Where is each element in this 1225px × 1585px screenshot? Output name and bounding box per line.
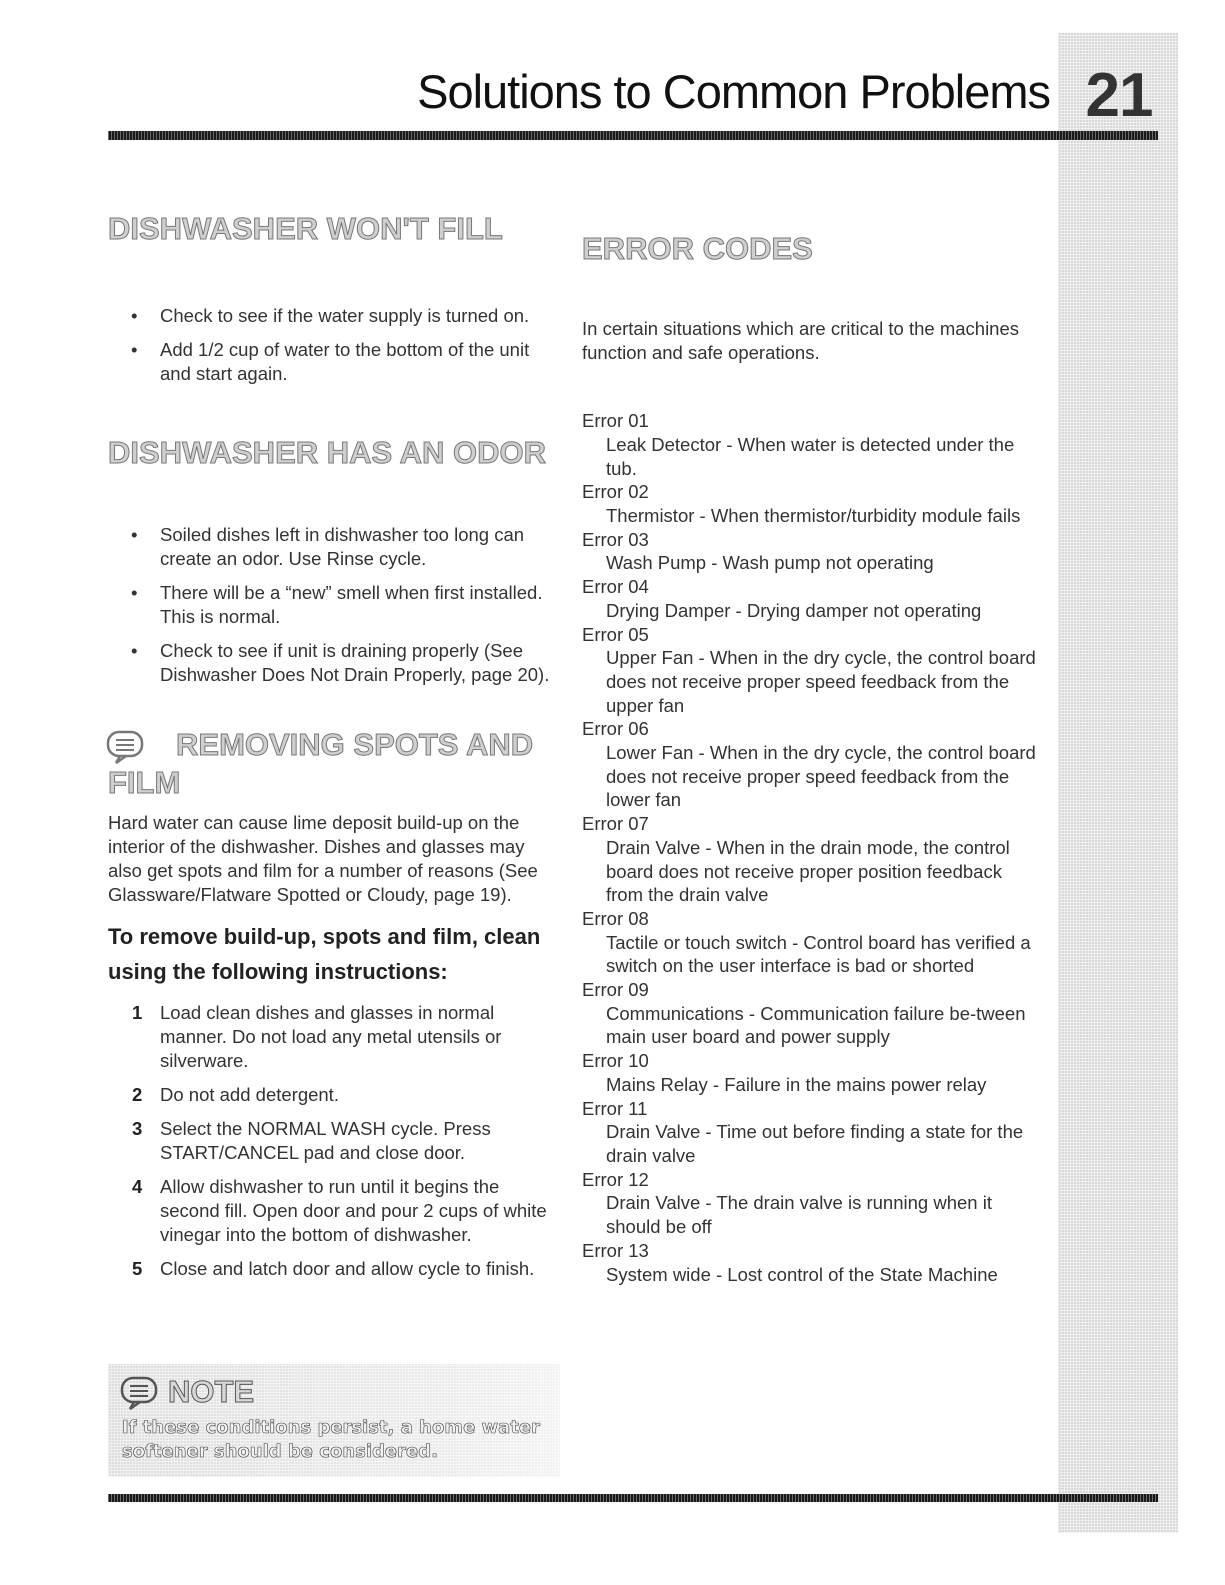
- list-item: • Check to see if unit is draining properly (See Dishwasher Does Not Drain Properly, page 20).: [108, 639, 563, 687]
- step-number: 4: [132, 1176, 143, 1198]
- page-number: 21: [1085, 61, 1153, 130]
- heading-odor: DISHWASHER HAS AN ODOR: [108, 435, 547, 471]
- error-description: Leak Detector - When water is detected under the tub.: [606, 433, 1015, 479]
- steps-list: [108, 1001, 563, 1281]
- error-code: Error 06: [582, 718, 649, 740]
- step-text: Load clean dishes and glasses in normal manner. Do not load any metal utensils or silverware.: [160, 1002, 502, 1072]
- error-code: Error 13: [582, 1239, 649, 1261]
- step-number: 3: [132, 1118, 143, 1140]
- error-description: Wash Pump - Wash pump not operating: [606, 552, 934, 574]
- error-code: Error 04: [582, 576, 649, 598]
- list-item: • Soiled dishes left in dishwasher too long can create an odor. Use Rinse cycle.: [108, 523, 563, 571]
- instructions-heading: To remove build-up, spots and film, clean using the following instructions:: [108, 924, 541, 985]
- error-description: Lower Fan - When in the dry cycle, the control board does not receive proper speed feedback from the lower fan: [606, 742, 1036, 811]
- list-item: [582, 409, 1042, 480]
- top-rule: [108, 131, 1158, 140]
- error-description: Drying Damper - Drying damper not operating: [606, 599, 982, 621]
- spots-heading-block: [108, 727, 563, 807]
- error-code: Error 03: [582, 528, 649, 550]
- list-item: [108, 1083, 563, 1107]
- list-item: [108, 1117, 563, 1165]
- list-item: • Add 1/2 cup of water to the bottom of the unit and start again.: [108, 338, 563, 386]
- list-item: [108, 1175, 563, 1247]
- list-item: [582, 1097, 1042, 1168]
- error-description: Communications - Communication failure be-tween main user board and power supply: [606, 1002, 1026, 1048]
- memo-icon: [120, 1376, 158, 1410]
- error-code: Error 08: [582, 907, 649, 929]
- spots-paragraph: Hard water can cause lime deposit build-up on the interior of the dishwasher. Dishes and glasses may also get spots and film for a number of reasons (See Glassware/Flatware Spotted or Cloudy, page 19).: [108, 812, 538, 906]
- wont-fill-list: [108, 304, 563, 386]
- error-description: Tactile or touch switch - Control board has verified a switch on the user interface is bad or shorted: [606, 931, 1031, 977]
- bottom-rule: [108, 1494, 1158, 1502]
- list-item: [582, 717, 1042, 812]
- list-item: [108, 1001, 563, 1073]
- note-title: NOTE: [168, 1374, 255, 1409]
- error-description: Upper Fan - When in the dry cycle, the control board does not receive proper speed feedback from the upper fan: [606, 647, 1036, 716]
- step-text: Do not add detergent.: [160, 1084, 339, 1106]
- heading-spots-line2: FILM: [108, 765, 181, 801]
- right-column: [582, 230, 1042, 1286]
- step-number: 2: [132, 1084, 143, 1106]
- list-item: [582, 907, 1042, 978]
- list-item: [582, 1168, 1042, 1239]
- error-code: Error 10: [582, 1050, 649, 1072]
- list-item: [582, 978, 1042, 1049]
- list-item: [582, 812, 1042, 907]
- step-text: Select the NORMAL WASH cycle. Press START/CANCEL pad and close door.: [160, 1118, 491, 1164]
- heading-spots-line1: REMOVING SPOTS AND: [176, 727, 534, 763]
- list-item: [582, 1239, 1042, 1286]
- error-intro: In certain situations which are critical to the machines function and safe operations.: [582, 318, 1020, 364]
- error-code: Error 02: [582, 481, 649, 503]
- error-description: Thermistor - When thermistor/turbidity module fails: [606, 505, 1021, 526]
- error-code: Error 09: [582, 979, 649, 1001]
- heading-error-codes: ERROR CODES: [582, 231, 813, 266]
- error-code: Error 11: [582, 1097, 648, 1119]
- error-code: Error 01: [582, 410, 649, 432]
- heading-wont-fill: DISHWASHER WON'T FILL: [108, 211, 503, 246]
- error-code: Error 12: [582, 1168, 649, 1190]
- error-description: Mains Relay - Failure in the mains power relay: [606, 1073, 987, 1095]
- list-item: • Check to see if the water supply is turned on.: [108, 304, 563, 328]
- list-item: [582, 528, 1042, 575]
- error-description: Drain Valve - The drain valve is running when it should be off: [606, 1192, 992, 1238]
- list-item: [582, 575, 1042, 622]
- memo-icon: [106, 730, 144, 764]
- error-description: Drain Valve - Time out before finding a state for the drain valve: [606, 1121, 1024, 1166]
- step-text: Close and latch door and allow cycle to finish.: [160, 1258, 535, 1280]
- list-item: [582, 1049, 1042, 1096]
- error-list: [582, 409, 1042, 1286]
- list-item: [582, 480, 1042, 527]
- page-title: Solutions to Common Problems: [417, 65, 1050, 118]
- note-text: If these conditions persist, a home water softener should be considered.: [122, 1417, 541, 1462]
- list-item: [108, 1257, 563, 1281]
- error-code: Error 07: [582, 813, 649, 835]
- step-number: 1: [132, 1002, 143, 1024]
- error-code: Error 05: [582, 623, 649, 645]
- odor-list: [108, 523, 563, 687]
- list-item: • There will be a “new” smell when first installed. This is normal.: [108, 581, 563, 629]
- left-column: [108, 210, 563, 1291]
- error-description: Drain Valve - When in the drain mode, the control board does not receive proper position feedback from the drain valve: [606, 836, 1010, 906]
- step-text: Allow dishwasher to run until it begins the second fill. Open door and pour 2 cups of white vinegar into the bottom of dishwasher.: [160, 1176, 547, 1246]
- note-box: [108, 1364, 560, 1477]
- error-description: System wide - Lost control of the State Machine: [606, 1263, 998, 1285]
- side-tab-strip: [1058, 33, 1178, 1533]
- list-item: [582, 623, 1042, 718]
- step-number: 5: [132, 1258, 143, 1280]
